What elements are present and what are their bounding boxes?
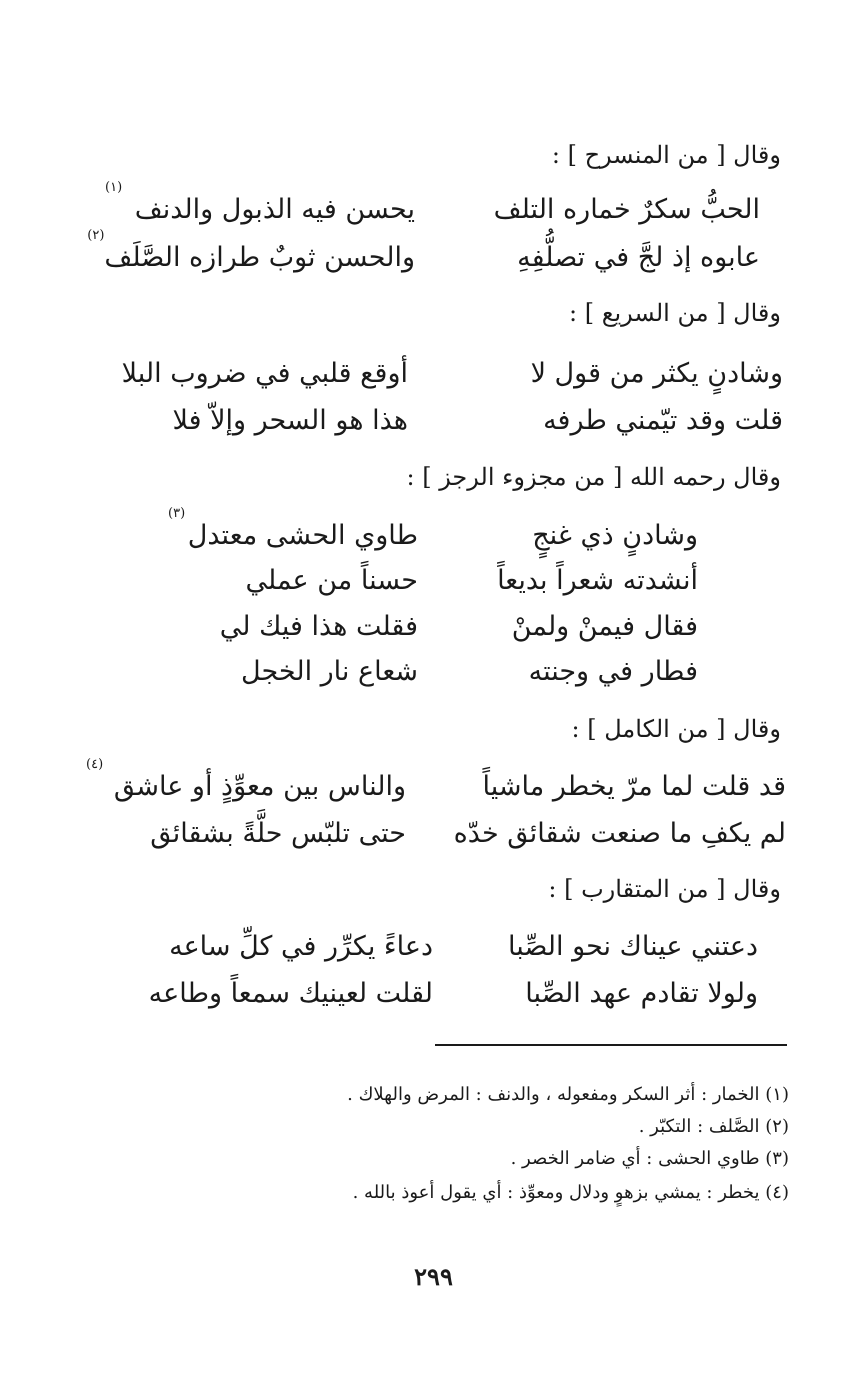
verse-line: [168, 605, 698, 649]
verse-line: [168, 650, 698, 694]
second-hemistich: هذا هو السحر وإلاّ فلا: [172, 405, 408, 436]
second-hemistich: شعاع نار الخجل: [241, 656, 418, 687]
first-hemistich: أنشدته شعراً بديعاً: [497, 565, 698, 596]
verse-line: [118, 925, 758, 969]
verse-line: [118, 972, 758, 1016]
first-hemistich: ولولا تقادم عهد الصِّبا: [525, 978, 758, 1009]
verse-line: [78, 352, 783, 396]
second-hemistich: أوقع قلبي في ضروب البلا: [121, 358, 408, 389]
verse-line: [78, 399, 783, 443]
first-hemistich: لم يكفِ ما صنعت شقائق خدّه: [453, 818, 786, 849]
footnote-marker: (١): [105, 180, 123, 195]
verse-line: [86, 812, 786, 856]
second-hemistich: حسناً من عملي: [245, 565, 418, 596]
first-hemistich: قد قلت لما مرّ يخطر ماشياً: [482, 771, 786, 802]
second-hemistich: يحسن فيه الذبول والدنف (١): [105, 188, 415, 232]
footnote-marker: (٢): [87, 228, 105, 243]
page-number: ٢٩٩: [414, 1262, 453, 1291]
footnote-marker: (٤): [86, 757, 104, 772]
verse-line: [168, 506, 698, 558]
first-hemistich: فقال فيمنْ ولمنْ: [511, 611, 698, 642]
verse-line: [86, 757, 786, 809]
poem-intro: وقال رحمه الله [ من مجزوء الرجز ] :: [406, 463, 781, 491]
footnote: (١) الخمار : أثر السكر ومفعوله ، والدنف : المرض والهلاك .: [347, 1084, 789, 1105]
first-hemistich: فطار في وجنته: [528, 656, 698, 687]
verse-line: [100, 180, 760, 232]
first-hemistich: عابوه إذ لجَّ في تصلُّفِهِ: [517, 242, 760, 273]
second-hemistich: طاوي الحشى معتدل (٣): [168, 514, 418, 558]
second-hemistich: لقلت لعينيك سمعاً وطاعه: [148, 978, 433, 1009]
footnote-separator: [435, 1044, 787, 1046]
footnote: (٤) يخطر : يمشي بزهوٍ ودلال ومعوِّذ : أي يقول أعوذ بالله .: [352, 1182, 789, 1203]
poem-intro: وقال [ من المنسرح ] :: [551, 141, 781, 169]
first-hemistich: قلت وقد تيّمني طرفه: [543, 405, 783, 436]
verse-line: [168, 559, 698, 603]
first-hemistich: وشادنٍ يكثر من قول لا: [530, 358, 783, 389]
poem-intro: وقال [ من المتقارب ] :: [548, 875, 781, 903]
second-hemistich: حتى تلبّس حلَّةً بشقائق: [150, 818, 406, 849]
first-hemistich: دعتني عيناك نحو الصِّبا: [508, 931, 758, 962]
poem-intro: وقال [ من السريع ] :: [569, 299, 781, 327]
footnote: (٣) طاوي الحشى : أي ضامر الخصر .: [510, 1148, 789, 1169]
first-hemistich: الحبُّ سكرٌ خماره التلف: [493, 194, 760, 225]
poem-intro: وقال [ من الكامل ] :: [571, 715, 781, 743]
verse-line: [87, 228, 760, 280]
second-hemistich: دعاءً يكرِّر في كلِّ ساعه: [169, 931, 433, 962]
second-hemistich: والناس بين معوِّذٍ أو عاشق (٤): [86, 765, 406, 809]
first-hemistich: وشادنٍ ذي غنجٍ: [532, 520, 698, 551]
second-hemistich: والحسن ثوبٌ طرازه الصَّلَف (٢): [105, 236, 415, 280]
footnote-marker: (٣): [168, 506, 186, 521]
second-hemistich: فقلت هذا فيك لي: [219, 611, 418, 642]
footnote: (٢) الصَّلف : التكبّر .: [638, 1116, 789, 1137]
